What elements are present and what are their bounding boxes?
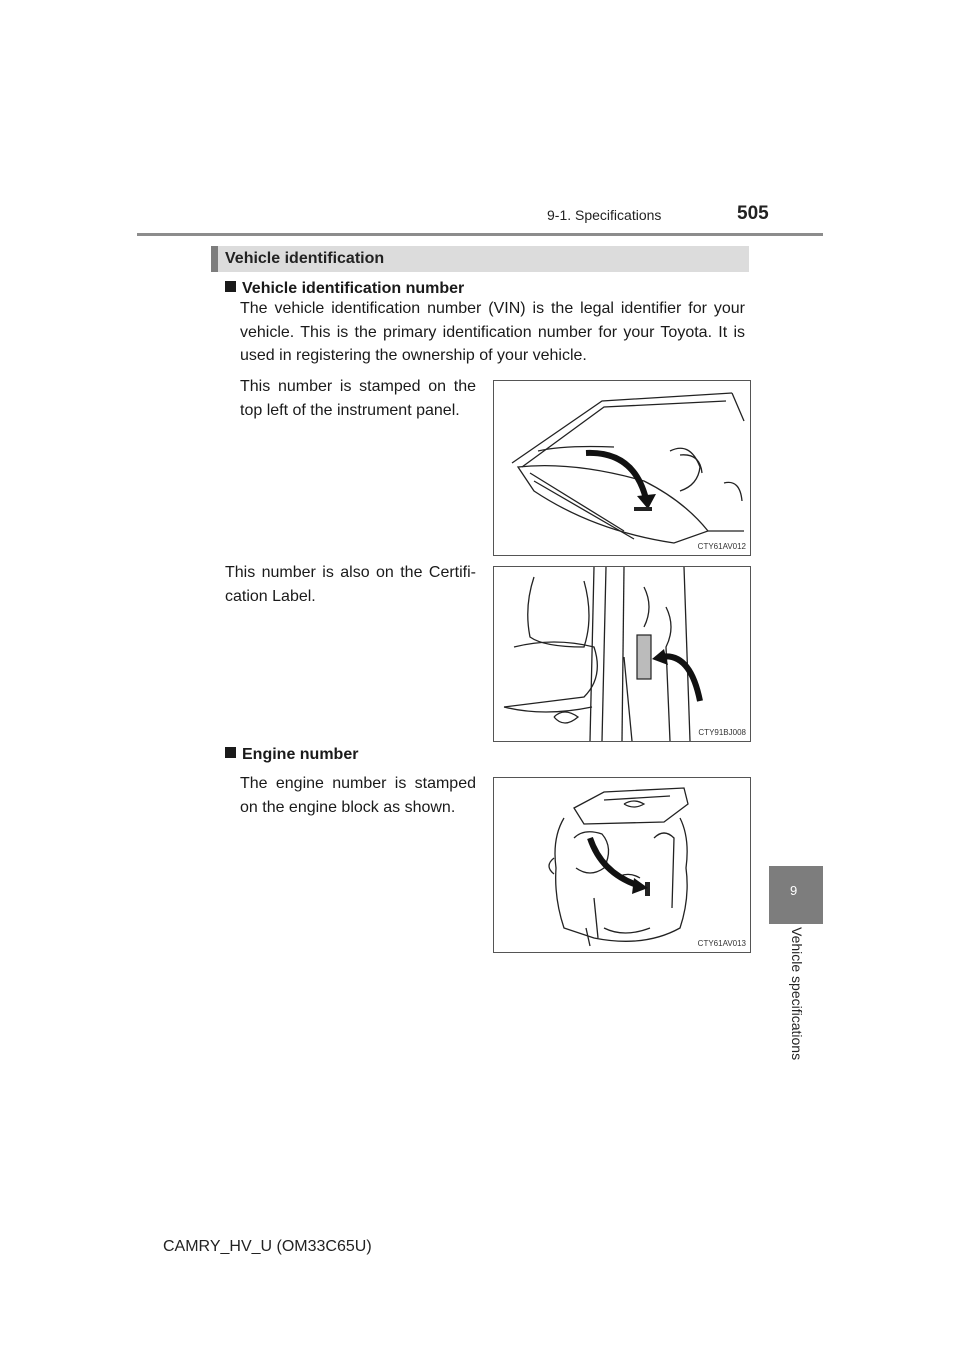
header-section-title: 9-1. Specifications: [547, 207, 662, 223]
engine-block-illustration: [494, 778, 750, 952]
chapter-side-label: Vehicle specifications: [789, 927, 805, 1061]
certification-paragraph: This number is also on the Certifi-cation Label.: [225, 564, 476, 605]
square-bullet-icon: [225, 281, 236, 292]
section-title: Vehicle identification: [225, 250, 385, 267]
door-pillar-illustration: [494, 567, 750, 741]
engine-paragraph: The engine number is stamped on the engine block as shown.: [240, 775, 476, 816]
windshield-vin-figure: [493, 380, 751, 556]
engine-subheading: [225, 746, 358, 764]
square-bullet-icon: [225, 747, 236, 758]
footer-model-code: CAMRY_HV_U (OM33C65U): [163, 1238, 372, 1255]
instrument-panel-paragraph: This number is stamped on the top left of the instrument panel.: [240, 378, 476, 419]
vin-intro-paragraph: The vehicle identification number (VIN) is the legal identifier for your vehicle. This is the primary identification number for your Toyota. It is used in registering the ownership of your vehicle.: [240, 300, 745, 364]
chapter-tab-number: 9: [790, 883, 798, 898]
vin-subheading: [225, 280, 464, 298]
certification-label-figure: [493, 566, 751, 742]
windshield-illustration: [494, 381, 750, 555]
page-number: 505: [737, 203, 769, 224]
figure-id-label: CTY61AV013: [697, 939, 746, 948]
vin-subheading-text: Vehicle identification number: [242, 280, 465, 297]
engine-subheading-text: Engine number: [242, 746, 359, 763]
header-rule: [137, 233, 823, 236]
engine-number-figure: [493, 777, 751, 953]
figure-id-label: CTY91BJ008: [698, 728, 746, 737]
figure-id-label: CTY61AV012: [697, 542, 746, 551]
